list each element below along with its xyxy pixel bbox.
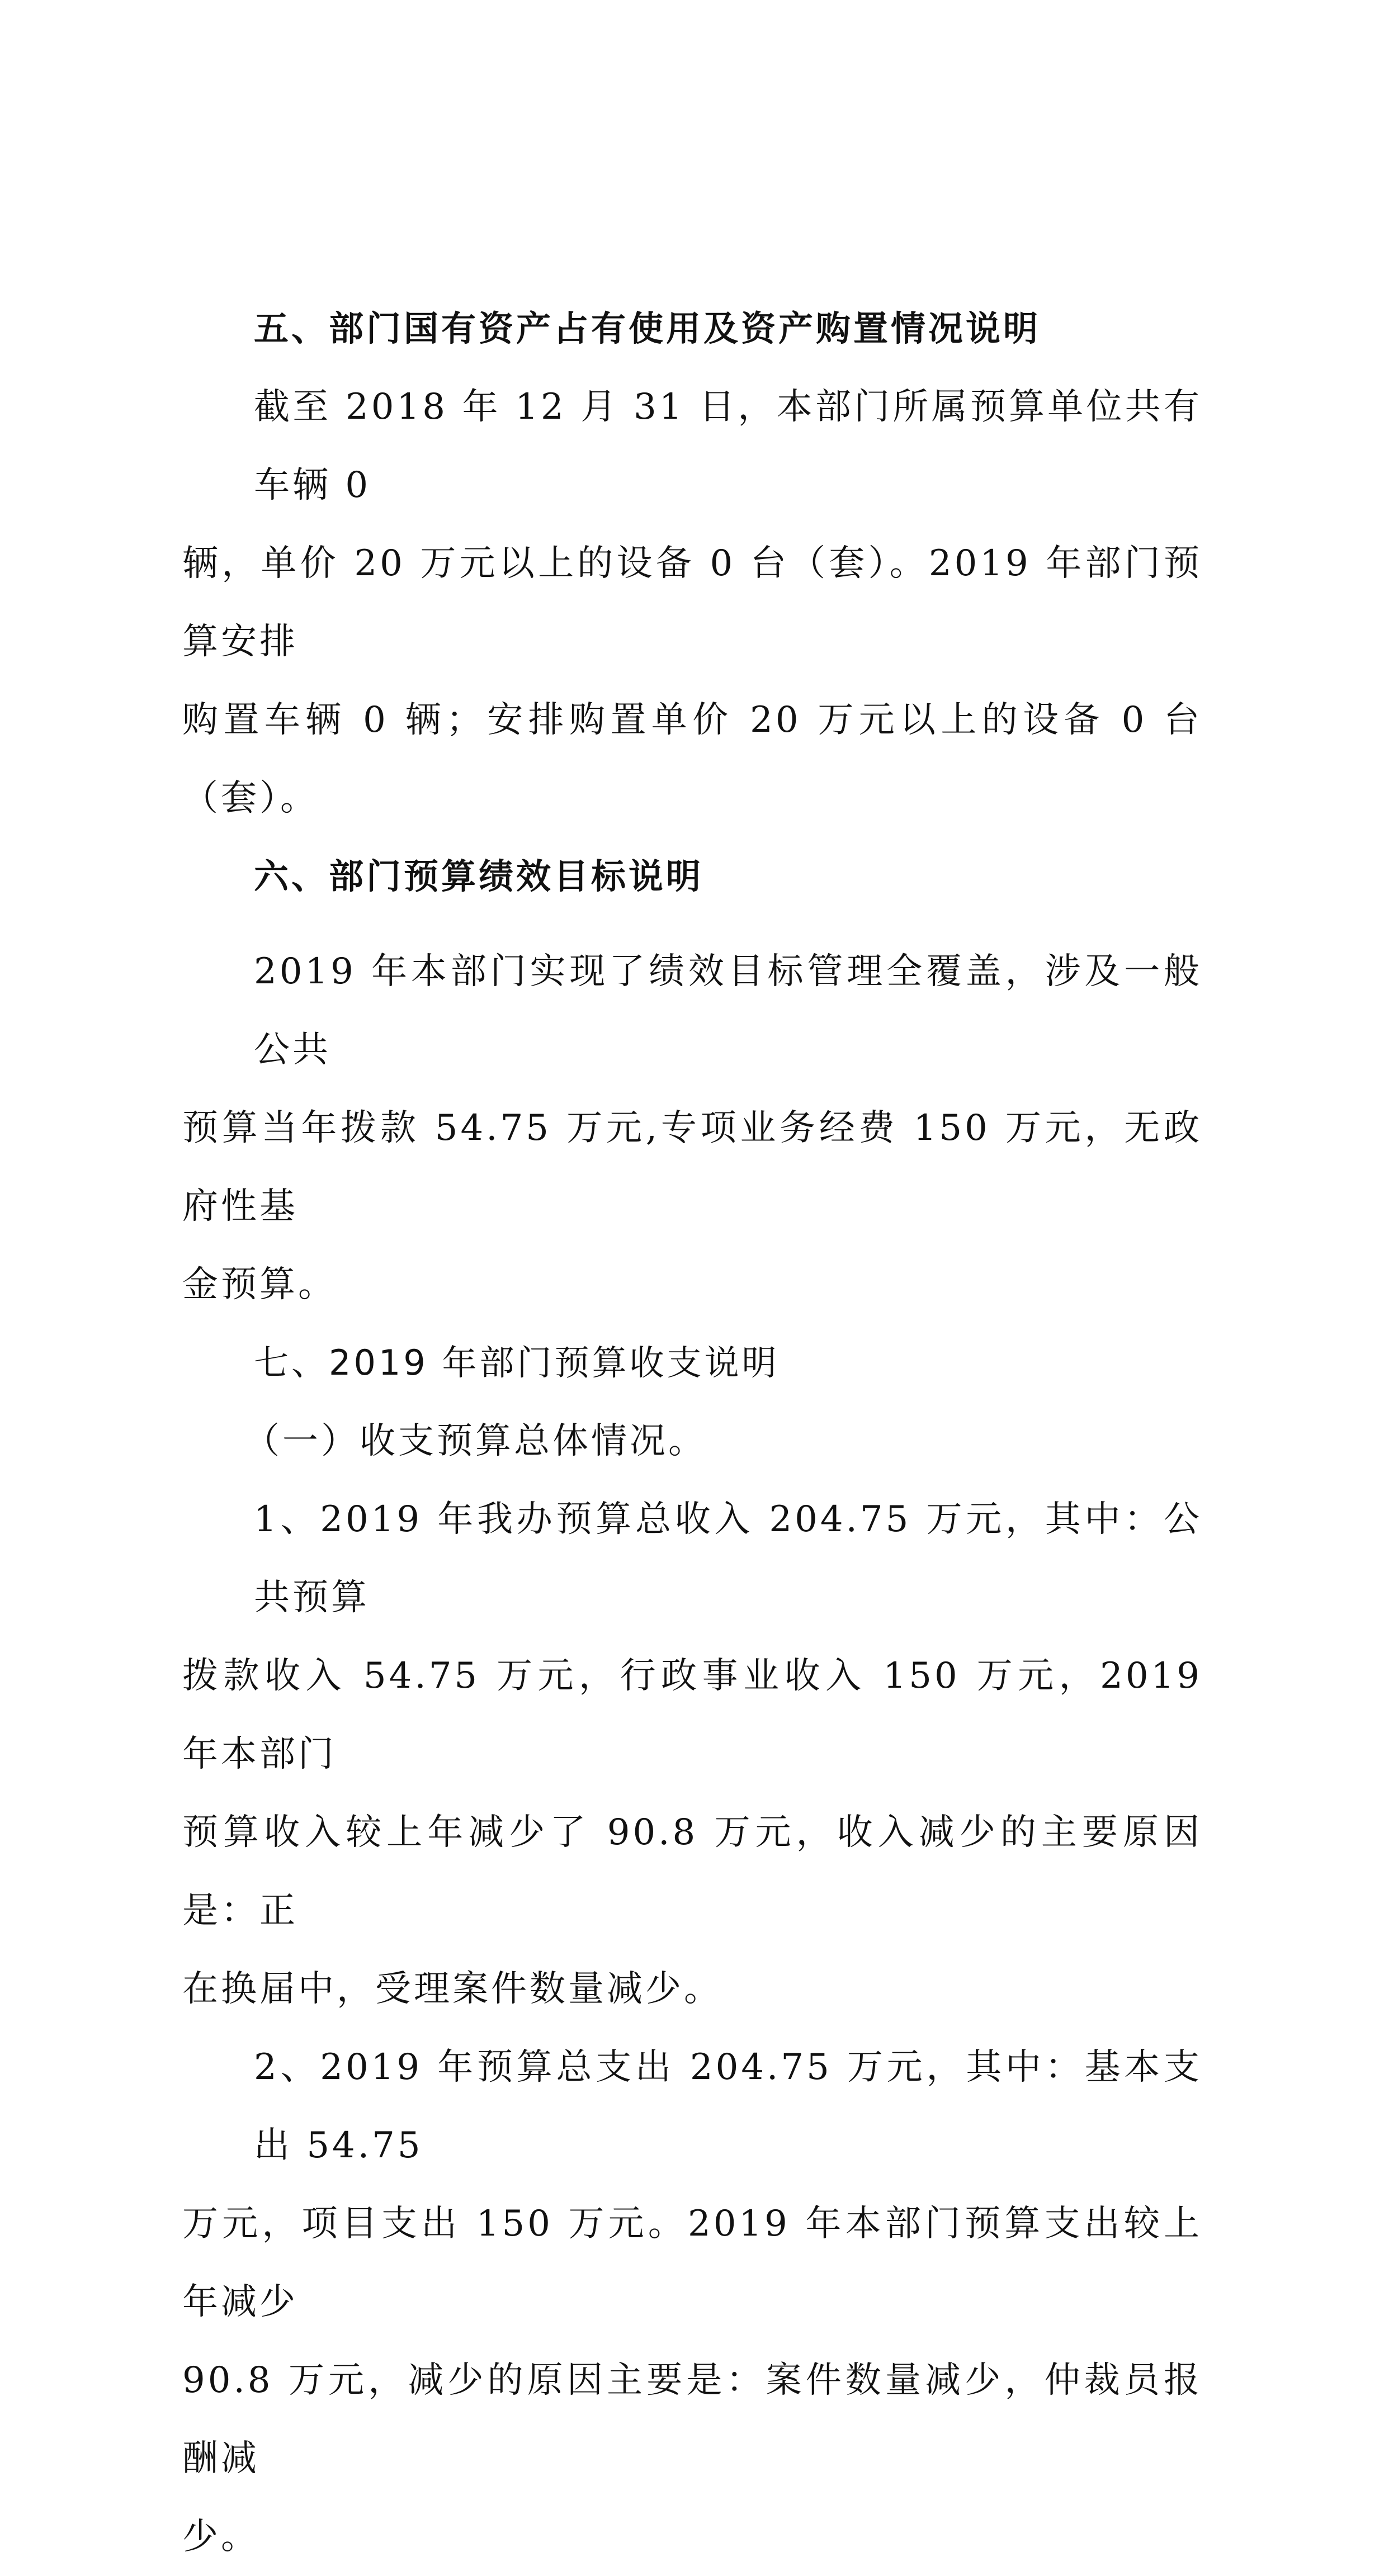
text-line: 90.8 万元，减少的原因主要是：案件数量减少，仲裁员报酬减 (182, 2360, 1202, 2479)
text-line: 截至 2018 年 12 月 31 日，本部门所属预算单位共有车辆 0 (254, 386, 1202, 506)
section-6-paragraph (182, 932, 1202, 1324)
text-line: 预算收入较上年减少了 90.8 万元，收入减少的主要原因是：正 (182, 1812, 1202, 1931)
text-line: 2、2019 年预算总支出 204.75 万元，其中：基本支出 54.75 (254, 2047, 1202, 2166)
document-body (182, 290, 1202, 2576)
text-line: 预算当年拨款 54.75 万元,专项业务经费 150 万元，无政府性基 (182, 1107, 1202, 1227)
text-line: 万元，项目支出 150 万元。2019 年本部门预算支出较上年减少 (182, 2203, 1202, 2323)
text-line: 金预算。 (182, 1264, 337, 1305)
text-line: 购置车辆 0 辆；安排购置单价 20 万元以上的设备 0 台（套）。 (182, 699, 1202, 819)
section-heading-7: 七、2019 年部门预算收支说明 (254, 1342, 780, 1383)
text-line: 少。 (182, 2516, 259, 2558)
spacer (182, 916, 1202, 932)
subsection-heading: （一）收支预算总体情况。 (244, 1420, 707, 1462)
income-paragraph (182, 1480, 1202, 2028)
text-line: 辆，单价 20 万元以上的设备 0 台（套）。2019 年部门预算安排 (182, 543, 1202, 662)
expenditure-paragraph (182, 2028, 1202, 2576)
text-line: 拨款收入 54.75 万元，行政事业收入 150 万元，2019 年本部门 (182, 1655, 1202, 1775)
text-line: 2019 年本部门实现了绩效目标管理全覆盖，涉及一般公共 (254, 951, 1202, 1071)
text-line: 在换届中，受理案件数量减少。 (182, 1968, 722, 2010)
section-heading-6: 六、部门预算绩效目标说明 (254, 856, 704, 897)
section-heading-5: 五、部门国有资产占有使用及资产购置情况说明 (254, 308, 1041, 349)
text-line: 1、2019 年我办预算总收入 204.75 万元，其中：公共预算 (254, 1499, 1202, 1618)
section-5-paragraph (182, 368, 1202, 837)
